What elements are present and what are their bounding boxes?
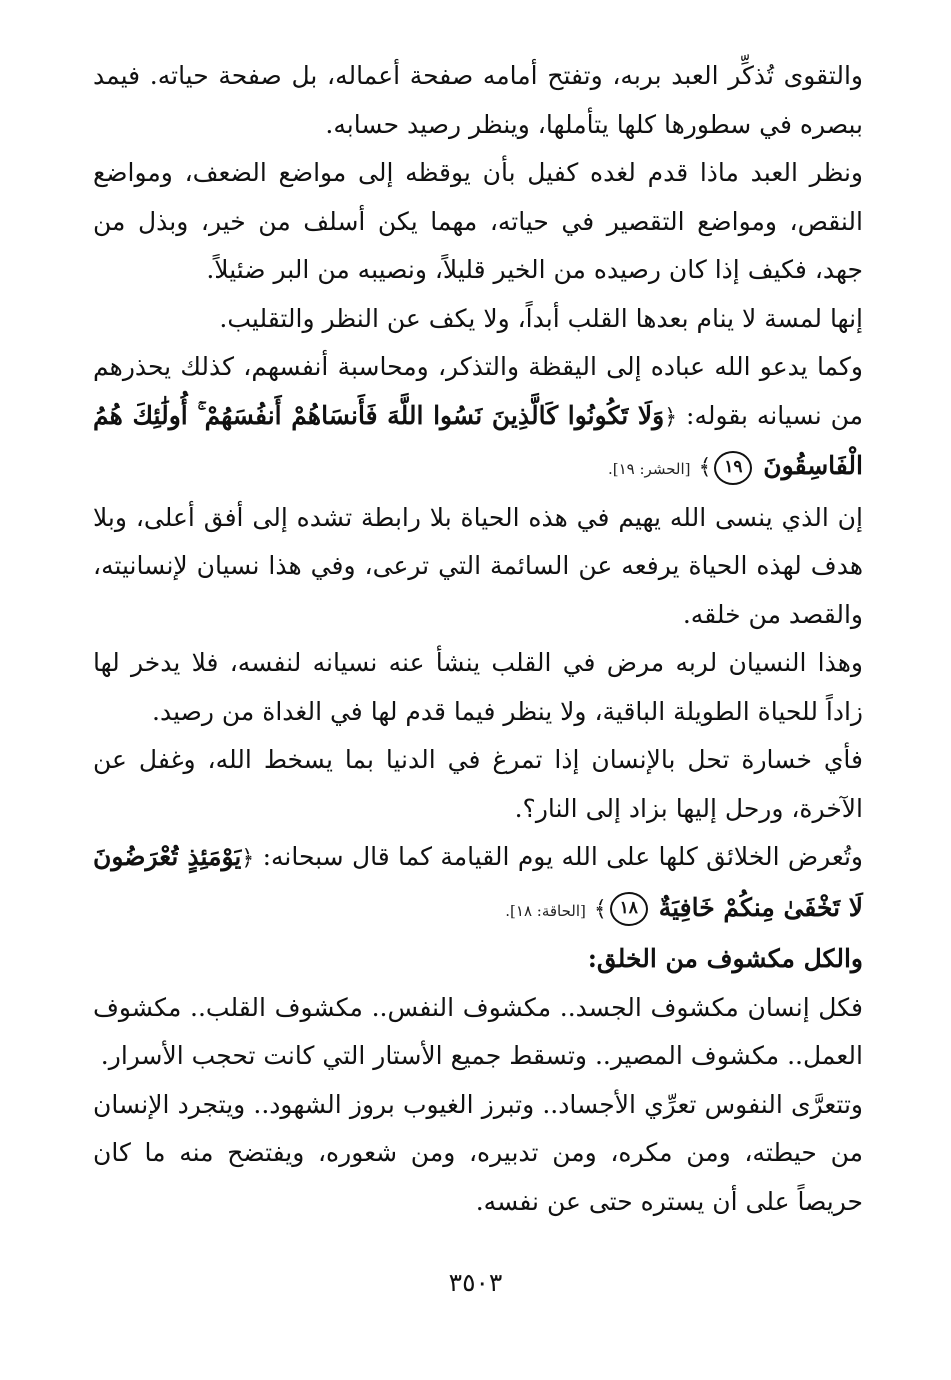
paragraph-8-intro: وتُعرض الخلائق كلها على الله يوم القيامة كما قال سبحانه: <box>262 842 863 871</box>
section-heading: والكل مكشوف من الخلق: <box>587 944 863 973</box>
quran-close-bracket: ﴾ <box>698 455 712 480</box>
quran-reference: [الحشر: ١٩]. <box>607 460 691 478</box>
page-body <box>93 52 863 1226</box>
paragraph-9: فكل إنسان مكشوف الجسد.. مكشوف النفس.. مكشوف القلب.. مكشوف العمل.. مكشوف المصير.. وتسقط جميع الأستار التي كانت تحجب الأسرار. <box>93 992 863 1070</box>
paragraph-7: فأي خسارة تحل بالإنسان إذا تمرغ في الدنيا بما يسخط الله، وغفل عن الآخرة، ورحل إليها بزاد إلى النار؟. <box>93 745 863 823</box>
quran-open-bracket: ﴿ <box>664 404 678 430</box>
quran-open-bracket: ﴿ <box>241 846 255 871</box>
paragraph-8 <box>93 833 863 935</box>
paragraph-4 <box>93 343 863 494</box>
paragraph-1: والتقوى تُذكِّر العبد بربه، وتفتح أمامه صفحة أعماله، بل صفحة حياته. فيمد ببصره في سطورها كلها يتأملها، وينظر رصيد حسابه. <box>93 61 863 139</box>
paragraph-6: وهذا النسيان لربه مرض في القلب ينشأ عنه نسيانه لنفسه، فلا يدخر لها زاداً للحياة الطويلة الباقية، ولا ينظر فيما قدم لها في الغداة من رصيد. <box>93 648 863 726</box>
quran-verse-hashr: وَلَا تَكُونُوا كَالَّذِينَ نَسُوا اللَّهَ فَأَنسَاهُمْ أَنفُسَهُمْ ۚ أُولَٰئِكَ هُمُ الْفَاسِقُونَ <box>93 400 863 480</box>
page-number: ٣٥٠٣ <box>448 1268 503 1297</box>
quran-close-bracket: ﴾ <box>593 896 607 922</box>
ayah-number-badge: ١٨ <box>610 892 648 926</box>
paragraph-2: ونظر العبد ماذا قدم لغده كفيل بأن يوقظه إلى مواضع الضعف، ومواضع النقص، ومواضع التقصير في حياته، مهما يكن أسلف من خير، وبذل من جهد، فكيف إذا كان رصيده من الخير قليلاً، ونصيبه من البر ضئيلاً. <box>93 158 863 284</box>
paragraph-3: إنها لمسة لا ينام بعدها القلب أبداً، ولا يكف عن النظر والتقليب. <box>219 303 863 333</box>
paragraph-5: إن الذي ينسى الله يهيم في هذه الحياة بلا رابطة تشده إلى أفق أعلى، وبلا هدف لهذه الحياة يرفعه عن السائمة التي ترعى، وفي هذا نسيان لإنسانيته، والقصد من خلقه. <box>93 502 863 629</box>
ayah-number-badge: ١٩ <box>714 451 752 485</box>
paragraph-10: وتتعرَّى النفوس تعرِّي الأجساد.. وتبرز الغيوب بروز الشهود.. ويتجرد الإنسان من حيطته، ومن مكره، ومن تدبيره، ومن شعوره، ويفتضح منه ما كان حريصاً على أن يستره حتى عن نفسه. <box>93 1089 863 1216</box>
quran-verse-haqqa: يَوْمَئِذٍ تُعْرَضُونَ لَا تَخْفَىٰ مِنكُمْ خَافِيَةٌ <box>93 842 863 922</box>
quran-reference: [الحاقة: ١٨]. <box>505 901 586 920</box>
paragraph-4-intro: وكما يدعو الله عباده إلى اليقظة والتذكر، ومحاسبة أنفسهم، كذلك يحذرهم من نسيانه بقوله: <box>93 352 864 430</box>
